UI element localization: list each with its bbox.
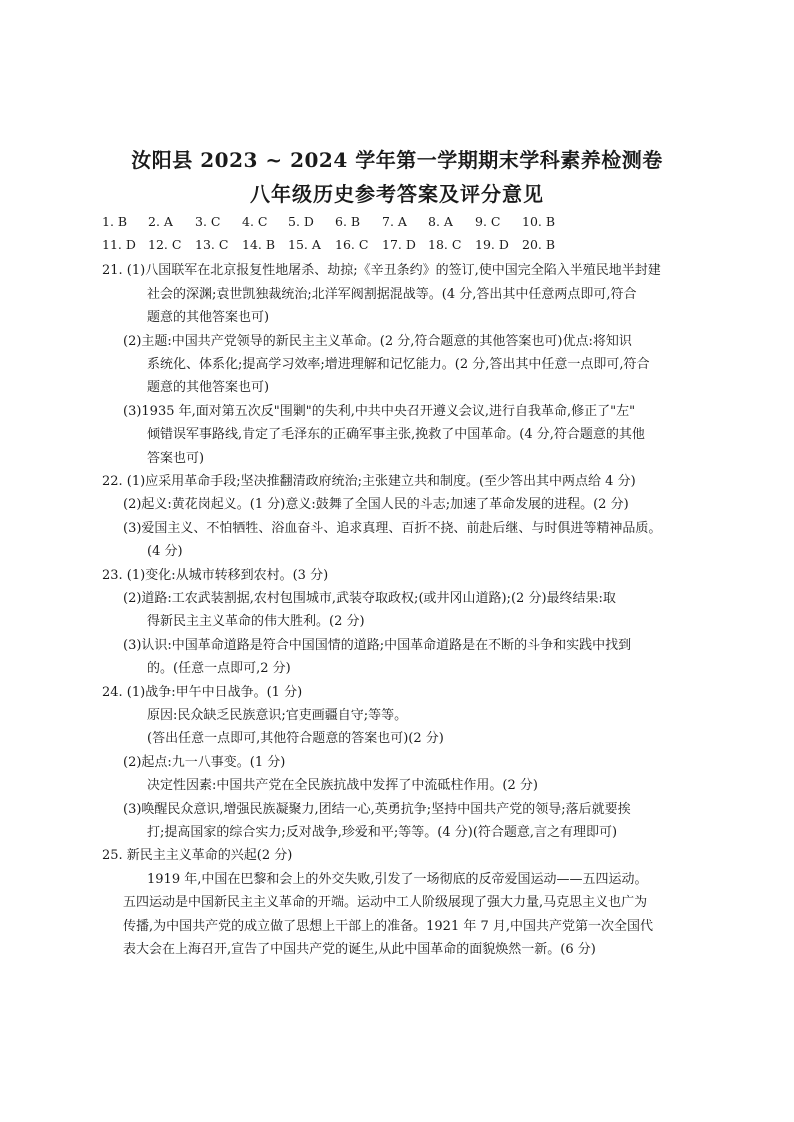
answer-line: 的。(任意一点即可,2 分) xyxy=(147,661,291,676)
answer-line: (3)爱国主义、不怕牺牲、浴血奋斗、追求真理、百折不挠、前赴后继、与时俱进等精神品质。 xyxy=(123,521,662,536)
answer-line: 打;提高国家的综合实力;反对战争,珍爱和平;等等。(4 分)(符合题意,言之有理即可) xyxy=(147,825,618,840)
choice-answer: 9. C xyxy=(475,214,501,229)
choice-answer: 5. D xyxy=(288,214,314,229)
choice-answer: 14. B xyxy=(242,237,276,252)
answer-line: 22. (1)应采用革命手段;坚决推翻清政府统治;主张建立共和制度。(至少答出其中两点给 4 分) xyxy=(102,474,636,489)
choice-answer: 16. C xyxy=(335,237,369,252)
answer-line: 得新民主主义革命的伟大胜利。(2 分) xyxy=(147,614,365,629)
choice-answer: 10. B xyxy=(522,214,556,229)
choice-answer: 18. C xyxy=(428,237,462,252)
answer-line: 原因:民众缺乏民族意识;官吏画疆自守;等等。 xyxy=(147,708,408,723)
answer-line: (2)起点:九一八事变。(1 分) xyxy=(123,755,286,770)
answer-line: 题意的其他答案也可) xyxy=(147,310,270,325)
choice-answer: 1. B xyxy=(102,214,128,229)
answer-line: 答案也可) xyxy=(147,451,205,466)
choice-answer: 11. D xyxy=(102,237,136,252)
choice-answer: 2. A xyxy=(148,214,173,229)
answer-line: (2)起义:黄花岗起义。(1 分)意义:鼓舞了全国人民的斗志;加速了革命发展的进程。(2 分) xyxy=(123,497,629,512)
answer-line: 23. (1)变化:从城市转移到农村。(3 分) xyxy=(102,568,329,583)
choice-answer: 12. C xyxy=(148,237,182,252)
answer-line: 25. 新民主主义革命的兴起(2 分) xyxy=(102,848,293,863)
answer-line: 社会的深渊;袁世凯独裁统治;北洋军阀割据混战等。(4 分,答出其中任意两点即可,符合 xyxy=(147,287,637,302)
answer-line: (3)唤醒民众意识,增强民族凝聚力,团结一心,英勇抗争;坚持中国共产党的领导;落后就要挨 xyxy=(123,802,631,817)
answer-line: 24. (1)战争:甲午中日战争。(1 分) xyxy=(102,685,303,700)
choice-answer: 13. C xyxy=(195,237,229,252)
answer-line: 表大会在上海召开,宣告了中国共产党的诞生,从此中国革命的面貌焕然一新。(6 分) xyxy=(123,942,596,957)
choice-answer: 3. C xyxy=(195,214,221,229)
choice-answer: 20. B xyxy=(522,237,556,252)
exam-title: 汝阳县 2023 ~ 2024 学年第一学期期末学科素养检测卷 xyxy=(131,148,663,172)
choice-answer: 15. A xyxy=(288,237,321,252)
answer-line: 题意的其他答案也可) xyxy=(147,380,270,395)
answer-line: 五四运动是中国新民主主义革命的开端。运动中工人阶级展现了强大力量,马克思主义也广为 xyxy=(123,895,648,910)
choice-answer: 7. A xyxy=(382,214,407,229)
choice-answer: 6. B xyxy=(335,214,361,229)
answer-line: 决定性因素:中国共产党在全民族抗战中发挥了中流砥柱作用。(2 分) xyxy=(147,778,538,793)
answer-line: 传播,为中国共产党的成立做了思想上干部上的准备。1921 年 7 月,中国共产党第一次全国代 xyxy=(123,919,654,934)
answer-line: (答出任意一点即可,其他符合题意的答案也可)(2 分) xyxy=(147,731,444,746)
answer-line: (2)主题:中国共产党领导的新民主主义革命。(2 分,符合题意的其他答案也可)优点:将知识 xyxy=(123,334,632,349)
answer-line: (3)认识:中国革命道路是符合中国国情的道路;中国革命道路是在不断的斗争和实践中找到 xyxy=(123,638,632,653)
choice-answer: 17. D xyxy=(382,237,416,252)
choice-answer: 4. C xyxy=(242,214,268,229)
answer-line: 21. (1)八国联军在北京报复性地屠杀、劫掠;《辛丑条约》的签订,使中国完全陷入半殖民地半封建 xyxy=(102,263,661,278)
answer-line: (4 分) xyxy=(147,544,183,559)
answer-line: (2)道路:工农武装割据,农村包围城市,武装夺取政权;(或井冈山道路);(2 分)最终结果:取 xyxy=(123,591,616,606)
answer-key-subtitle: 八年级历史参考答案及评分意见 xyxy=(250,182,544,206)
answer-line: (3)1935 年,面对第五次反"围剿"的失利,中共中央召开遵义会议,进行自我革命,修正了"左" xyxy=(123,404,636,419)
choice-answer: 8. A xyxy=(428,214,453,229)
choice-answer: 19. D xyxy=(475,237,509,252)
answer-line: 1919 年,中国在巴黎和会上的外交失败,引发了一场彻底的反帝爱国运动——五四运动。 xyxy=(147,872,648,887)
answer-line: 系统化、体系化;提高学习效率;增进理解和记忆能力。(2 分,答出其中任意一点即可,符合 xyxy=(147,357,650,372)
answer-line: 倾错误军事路线,肯定了毛泽东的正确军事主张,挽救了中国革命。(4 分,符合题意的其他 xyxy=(147,427,645,442)
